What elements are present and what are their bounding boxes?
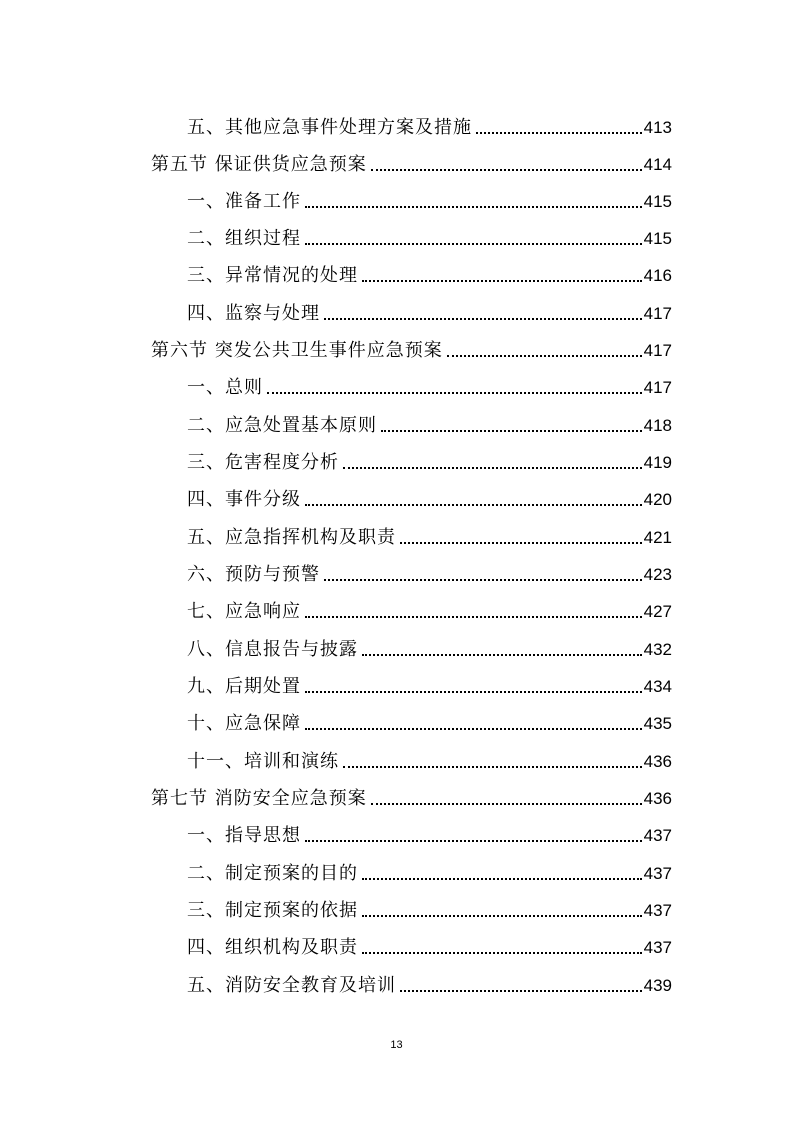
toc-entry-title: 一、准备工作: [187, 191, 301, 212]
toc-entry[interactable]: [187, 624, 672, 661]
toc-entry-title: 第五节 保证供货应急预案: [151, 154, 367, 175]
toc-entry-title: 三、危害程度分析: [187, 452, 339, 473]
toc-entry-title: 十一、培训和演练: [187, 751, 339, 772]
toc-entry-page: 423: [643, 565, 672, 584]
dot-leader: [371, 169, 642, 171]
toc-entry-title: 二、组织过程: [187, 228, 301, 249]
toc-entry-title: 六、预防与预警: [187, 564, 320, 585]
toc-entry-page: 417: [643, 304, 672, 323]
toc-entry-title: 第七节 消防安全应急预案: [151, 788, 367, 809]
toc-entry[interactable]: [187, 400, 672, 437]
toc-entry[interactable]: [151, 139, 672, 176]
toc-entry-page: 415: [643, 229, 672, 248]
toc-entry-page: 420: [643, 490, 672, 509]
toc-entry-page: 417: [643, 341, 672, 360]
toc-entry[interactable]: [187, 512, 672, 549]
dot-leader: [362, 878, 642, 880]
toc-entry-page: 421: [643, 528, 672, 547]
dot-leader: [305, 728, 642, 730]
toc-entry-page: 437: [643, 826, 672, 845]
dot-leader: [267, 392, 642, 394]
dot-leader: [447, 355, 642, 357]
toc-entry-title: 三、制定预案的依据: [187, 900, 358, 921]
toc-entry[interactable]: [151, 773, 672, 810]
page-number: 13: [390, 1039, 403, 1051]
toc-entry-title: 二、应急处置基本原则: [187, 415, 377, 436]
toc-entry-page: 417: [643, 378, 672, 397]
toc-entry-title: 十、应急保障: [187, 713, 301, 734]
dot-leader: [305, 616, 642, 618]
toc-entry[interactable]: [187, 586, 672, 623]
toc-entry[interactable]: [187, 549, 672, 586]
toc-entry-page: 436: [643, 789, 672, 808]
toc-entry[interactable]: [187, 885, 672, 922]
toc-entry[interactable]: [187, 698, 672, 735]
toc-entry-title: 八、信息报告与披露: [187, 639, 358, 660]
toc-entry[interactable]: [187, 922, 672, 959]
toc-entry-title: 二、制定预案的目的: [187, 863, 358, 884]
toc-entry[interactable]: [187, 362, 672, 399]
toc-entry-title: 四、组织机构及职责: [187, 937, 358, 958]
toc-entry-title: 五、其他应急事件处理方案及措施: [187, 117, 472, 138]
dot-leader: [371, 803, 642, 805]
toc-entry-title: 一、指导思想: [187, 825, 301, 846]
toc-entry-title: 九、后期处置: [187, 676, 301, 697]
toc-entry[interactable]: [187, 213, 672, 250]
toc-entry[interactable]: [187, 661, 672, 698]
toc-entry-page: 414: [643, 155, 672, 174]
toc-entry-page: 434: [643, 677, 672, 696]
toc-entry-page: 437: [643, 938, 672, 957]
toc-entry[interactable]: [187, 810, 672, 847]
toc-entry-title: 三、异常情况的处理: [187, 265, 358, 286]
toc-entry[interactable]: [187, 736, 672, 773]
dot-leader: [305, 206, 642, 208]
toc-entry[interactable]: [187, 102, 672, 139]
toc-entry-title: 四、监察与处理: [187, 303, 320, 324]
dot-leader: [305, 243, 642, 245]
toc-entry-page: 415: [643, 192, 672, 211]
toc-entry-title: 四、事件分级: [187, 489, 301, 510]
dot-leader: [324, 318, 642, 320]
toc-entry-page: 436: [643, 752, 672, 771]
toc-entry[interactable]: [187, 176, 672, 213]
dot-leader: [324, 579, 642, 581]
toc-entry-page: 427: [643, 602, 672, 621]
toc-entry[interactable]: [187, 250, 672, 287]
dot-leader: [400, 990, 642, 992]
toc-entry-page: 416: [643, 266, 672, 285]
toc-entry[interactable]: [187, 288, 672, 325]
dot-leader: [305, 504, 642, 506]
toc-entry-title: 五、消防安全教育及培训: [187, 975, 396, 996]
toc-entry-title: 五、应急指挥机构及职责: [187, 527, 396, 548]
dot-leader: [381, 430, 642, 432]
toc-entry-title: 七、应急响应: [187, 601, 301, 622]
toc-entry-title: 一、总则: [187, 377, 263, 398]
toc-entry-page: 432: [643, 640, 672, 659]
toc-entry-page: 413: [643, 118, 672, 137]
dot-leader: [343, 766, 642, 768]
dot-leader: [305, 840, 642, 842]
dot-leader: [400, 542, 642, 544]
toc-entry-page: 418: [643, 416, 672, 435]
toc-entry[interactable]: [187, 474, 672, 511]
toc-entry-page: 435: [643, 714, 672, 733]
toc-entry-page: 437: [643, 901, 672, 920]
toc-entry-page: 439: [643, 976, 672, 995]
dot-leader: [362, 280, 642, 282]
toc-entry[interactable]: [187, 960, 672, 997]
dot-leader: [362, 952, 642, 954]
toc-entry[interactable]: [151, 325, 672, 362]
dot-leader: [305, 691, 642, 693]
dot-leader: [362, 915, 642, 917]
dot-leader: [476, 132, 642, 134]
toc-entry[interactable]: [187, 848, 672, 885]
toc-entry-title: 第六节 突发公共卫生事件应急预案: [151, 340, 443, 361]
toc-entry[interactable]: [187, 437, 672, 474]
toc-entry-page: 437: [643, 864, 672, 883]
dot-leader: [343, 467, 642, 469]
dot-leader: [362, 654, 642, 656]
toc-entry-page: 419: [643, 453, 672, 472]
